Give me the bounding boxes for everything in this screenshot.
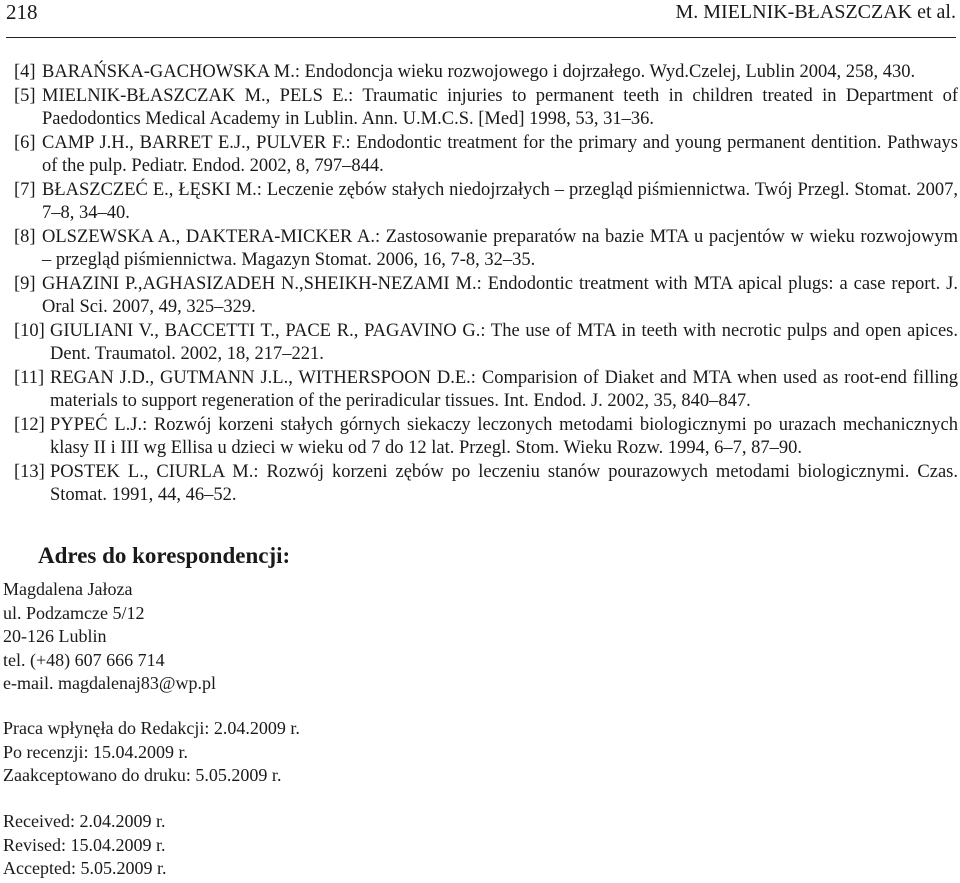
reference-item [14,226,958,273]
reference-text: OLSZEWSKA A., DAKTERA-MICKER A.: Zastosowanie preparatów na bazie MTA u pacjentów w wieku rozwojowym – przegląd piśmiennictwa. Magazyn Stomat. 2006, 16, 7-8, 32–35. [42,226,958,270]
reference-number: [11] [14,367,45,388]
reference-number: [9] [14,273,36,294]
reference-text: BARAŃSKA-GACHOWSKA M.: Endodoncja wieku rozwojowego i dojrzałego. Wyd.Czelej, Lublin 2004, 258, 430. [42,62,916,82]
reference-text: GIULIANI V., BACCETTI T., PACE R., PAGAVINO G.: The use of MTA in teeth with necrotic pulps and open apices. Dent. Traumatol. 2002, 18, 217–221. [50,320,958,364]
date-line: Received: 2.04.2009 r. [3,811,166,831]
page-header [6,0,956,40]
date-line: Revised: 15.04.2009 r. [3,834,166,855]
reference-item [14,132,958,179]
correspondence-address [3,578,216,696]
reference-item [14,461,958,508]
address-email: e-mail. magdalenaj83@wp.pl [3,673,217,694]
reference-list [14,61,958,508]
reference-text: GHAZINI P.,AGHASIZADEH N.,SHEIKH-NEZAMI M.: Endodontic treatment with MTA apical plugs: a case report. J. Oral Sci. 2007, 49, 325–329. [42,273,958,317]
reference-text: MIELNIK-BŁASZCZAK M., PELS E.: Traumatic injuries to permanent teeth in children treated in Department of Paedodontics Medical Academy in Lublin. Ann. U.M.C.S. [Med] 1998, 53, 31–36. [42,85,958,129]
address-name: Magdalena Jałoza [3,579,133,599]
date-line: Po recenzji: 15.04.2009 r. [3,741,188,762]
date-line: Accepted: 5.05.2009 r. [3,858,167,879]
reference-text: BŁASZCZEĆ E., ŁĘSKI M.: Leczenie zębów stałych niedojrzałych – przegląd piśmiennictwa. Twój Przegl. Stomat. 2007, 7–8, 34–40. [42,179,958,223]
reference-item [14,414,958,461]
reference-text: PYPEĆ L.J.: Rozwój korzeni stałych górnych siekaczy leczonych metodami biologicznymi po urazach mechanicznych klasy II i III wg Ellisa u dzieci w wieku od 7 do 12 lat. Przegl. Stom. Wieku Rozw. 1994, 6–7, 87–90. [50,414,958,458]
reference-number: [10] [14,320,45,341]
reference-item [14,85,958,132]
reference-number: [8] [14,226,36,247]
reference-number: [5] [14,85,36,106]
dates-english [3,810,166,881]
reference-number: [7] [14,179,36,200]
reference-item [14,320,958,367]
address-city: 20-126 Lublin [3,626,107,647]
reference-item [14,273,958,320]
reference-text: CAMP J.H., BARRET E.J., PULVER F.: Endodontic treatment for the primary and young permanent dentition. Pathways of the pulp. Pediatr. Endod. 2002, 8, 797–844. [42,132,958,176]
reference-item [14,179,958,226]
reference-item [14,61,958,85]
reference-number: [13] [14,461,45,482]
date-line: Zaakceptowano do druku: 5.05.2009 r. [3,765,282,786]
header-rule [6,37,956,38]
date-line: Praca wpłynęła do Redakcji: 2.04.2009 r. [3,718,300,738]
address-phone: tel. (+48) 607 666 714 [3,649,165,670]
reference-number: [6] [14,132,36,153]
reference-number: [4] [14,62,36,82]
correspondence-heading: Adres do korespondencji: [38,543,291,568]
page-number: 218 [6,0,38,24]
reference-text: POSTEK L., CIURLA M.: Rozwój korzeni zębów po leczeniu stanów pourazowych metodami biologicznymi. Czas. Stomat. 1991, 44, 46–52. [50,461,958,505]
address-street: ul. Podzamcze 5/12 [3,602,145,623]
running-head: M. MIELNIK-BŁASZCZAK et al. [675,1,956,23]
reference-item [14,367,958,414]
reference-number: [12] [14,414,45,435]
dates-polish [3,717,300,788]
reference-text: REGAN J.D., GUTMANN J.L., WITHERSPOON D.E.: Comparision of Diaket and MTA when used as root-end filling materials to support regeneration of the periradicular tissues. Int. Endod. J. 2002, 35, 840–847. [50,367,958,411]
